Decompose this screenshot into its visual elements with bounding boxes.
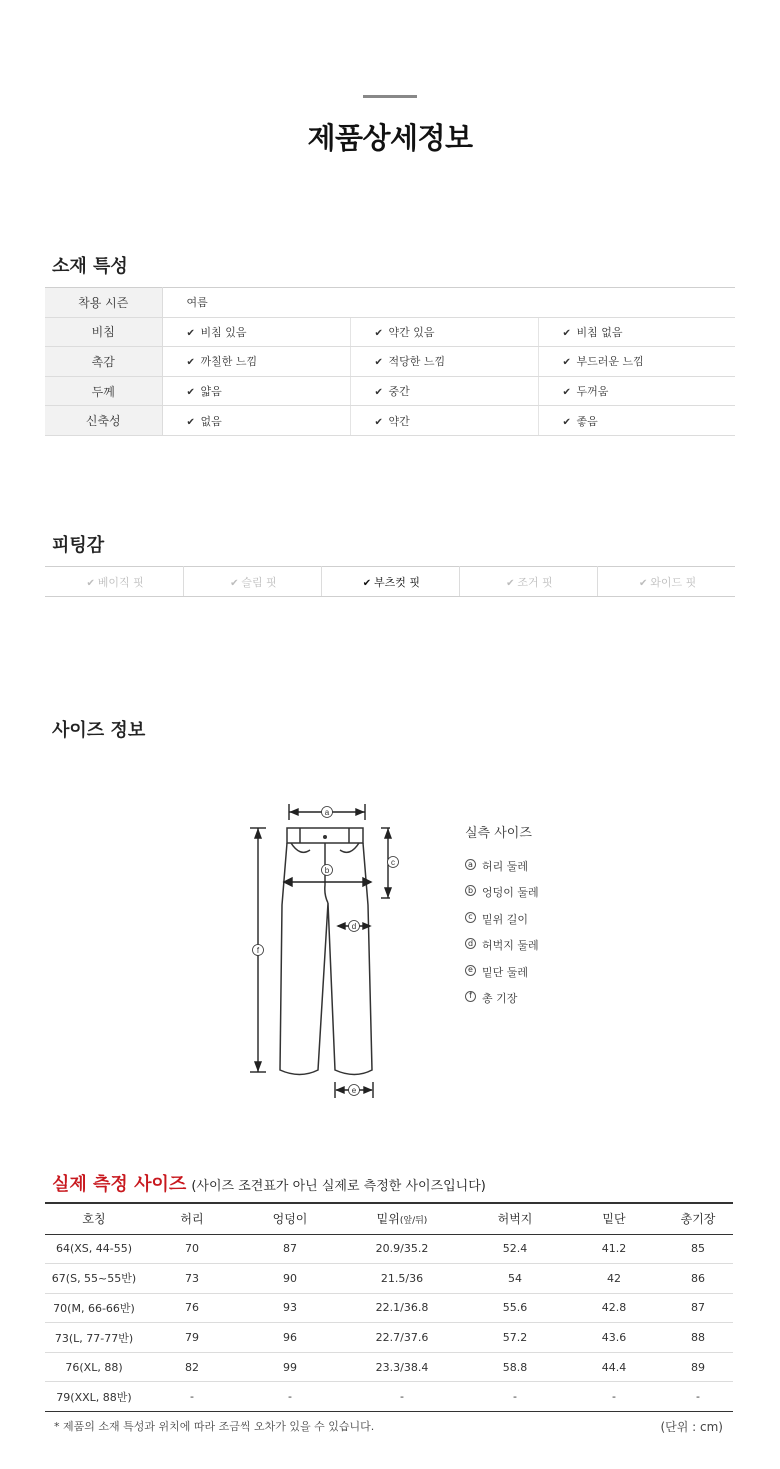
table-cell: - [565, 1382, 663, 1412]
mark-d: d [351, 922, 357, 931]
table-row [45, 1234, 733, 1264]
material-option [162, 347, 350, 377]
table-cell: 79(XXL, 88반) [45, 1382, 143, 1412]
footnote: * 제품의 소재 특성과 위치에 따라 조금씩 오차가 있을 수 있습니다. [54, 1420, 375, 1433]
table-cell: - [339, 1382, 465, 1412]
row-label: 촉감 [45, 347, 162, 377]
table-cell: 82 [143, 1352, 241, 1382]
legend-mark: a [465, 859, 476, 870]
table-cell: 44.4 [565, 1352, 663, 1382]
legend-item [465, 884, 539, 910]
table-cell: 88 [663, 1323, 733, 1353]
table-cell: 76(XL, 88) [45, 1352, 143, 1382]
legend-item [465, 990, 539, 1016]
legend-item [465, 937, 539, 963]
check-icon: ✔ [374, 387, 383, 399]
fitting-row [45, 567, 735, 597]
material-row [45, 406, 735, 436]
check-icon: ✔ [186, 387, 195, 399]
table-cell: 93 [241, 1293, 339, 1323]
season-value: 여름 [162, 288, 735, 318]
material-option [538, 376, 735, 406]
size-table [45, 1202, 733, 1412]
material-row [45, 347, 735, 377]
table-row [45, 1323, 733, 1353]
legend-label: 허리 둘레 [482, 860, 529, 873]
table-cell: 90 [241, 1264, 339, 1294]
row-label: 착용 시즌 [45, 288, 162, 318]
fitting-option [321, 567, 459, 597]
option-label: 약간 있음 [388, 325, 435, 339]
pants-diagram [240, 795, 395, 1105]
table-cell: 86 [663, 1264, 733, 1294]
option-label: 베이직 핏 [97, 575, 144, 589]
option-label: 좋음 [576, 414, 598, 428]
table-cell: 67(S, 55~55반) [45, 1264, 143, 1294]
table-cell: 96 [241, 1323, 339, 1353]
table-cell: 41.2 [565, 1234, 663, 1264]
table-cell: 22.1/36.8 [339, 1293, 465, 1323]
check-icon: ✔ [186, 416, 195, 428]
check-icon: ✔ [562, 357, 571, 369]
material-option [538, 317, 735, 347]
check-icon: ✔ [639, 577, 648, 589]
table-cell: 73(L, 77-77반) [45, 1323, 143, 1353]
table-cell: 54 [465, 1264, 565, 1294]
check-icon: ✔ [562, 416, 571, 428]
table-cell: 73 [143, 1264, 241, 1294]
check-icon: ✔ [362, 577, 372, 589]
table-cell: 57.2 [465, 1323, 565, 1353]
legend-label: 허벅지 둘레 [482, 939, 539, 953]
check-icon: ✔ [186, 357, 195, 369]
row-label: 두께 [45, 376, 162, 406]
column-header: 밑위(앞/뒤) [339, 1203, 465, 1234]
option-label: 약간 [388, 414, 410, 428]
option-label: 비침 없음 [576, 325, 623, 339]
legend-item [465, 964, 539, 990]
legend-label: 엉덩이 둘레 [482, 886, 539, 900]
table-cell: - [241, 1382, 339, 1412]
column-header: 엉덩이 [241, 1203, 339, 1234]
check-icon: ✔ [562, 387, 571, 399]
legend-item [465, 858, 539, 884]
row-label: 신축성 [45, 406, 162, 436]
option-label: 까칠한 느낌 [200, 355, 258, 369]
material-option [538, 406, 735, 436]
option-label: 와이드 핏 [650, 575, 697, 589]
check-icon: ✔ [186, 327, 195, 339]
table-cell: 55.6 [465, 1293, 565, 1323]
table-cell: - [465, 1382, 565, 1412]
table-row [45, 1264, 733, 1294]
material-row [45, 376, 735, 406]
mark-c: c [391, 858, 395, 867]
table-row [45, 1293, 733, 1323]
material-option [350, 406, 538, 436]
table-cell: 21.5/36 [339, 1264, 465, 1294]
fitting-table [45, 566, 735, 597]
column-header: 밑단 [565, 1203, 663, 1234]
size-legend [465, 822, 539, 1016]
table-cell: 70(M, 66-66반) [45, 1293, 143, 1323]
option-label: 두꺼움 [576, 385, 609, 399]
mark-f: f [256, 946, 260, 955]
table-cell: 64(XS, 44-55) [45, 1234, 143, 1264]
check-icon: ✔ [230, 577, 239, 589]
table-cell: 76 [143, 1293, 241, 1323]
measurement-heading [52, 1170, 486, 1196]
material-option [538, 347, 735, 377]
option-label: 중간 [388, 385, 410, 399]
check-icon: ✔ [86, 577, 95, 589]
option-label: 슬림 핏 [241, 575, 277, 589]
table-cell: 79 [143, 1323, 241, 1353]
legend-mark: b [465, 885, 476, 896]
material-option [162, 317, 350, 347]
measurement-title: 실제 측정 사이즈 [52, 1174, 187, 1195]
column-header: 총기장 [663, 1203, 733, 1234]
check-icon: ✔ [562, 327, 571, 339]
table-cell: - [663, 1382, 733, 1412]
material-row [45, 317, 735, 347]
material-option [162, 376, 350, 406]
table-cell: 52.4 [465, 1234, 565, 1264]
column-header: 허벅지 [465, 1203, 565, 1234]
check-icon: ✔ [374, 416, 383, 428]
material-option [350, 347, 538, 377]
fitting-option [597, 567, 735, 597]
legend-title: 실측 사이즈 [465, 826, 532, 841]
table-cell: 89 [663, 1352, 733, 1382]
check-icon: ✔ [506, 577, 515, 589]
option-label: 부츠컷 핏 [373, 575, 420, 589]
table-cell: 85 [663, 1234, 733, 1264]
table-cell: 70 [143, 1234, 241, 1264]
material-option [162, 406, 350, 436]
legend-label: 밑위 길이 [482, 912, 529, 926]
option-label: 없음 [200, 414, 222, 428]
mark-a: a [324, 808, 330, 817]
table-cell: 87 [241, 1234, 339, 1264]
material-table [45, 287, 735, 436]
legend-mark: e [465, 965, 476, 976]
legend-mark: c [465, 912, 476, 923]
table-cell: 99 [241, 1352, 339, 1382]
page-title: 제품상세정보 [307, 121, 473, 155]
material-option [350, 376, 538, 406]
check-icon: ✔ [374, 327, 383, 339]
option-label: 조거 핏 [517, 575, 553, 589]
option-label: 비침 있음 [200, 325, 247, 339]
column-header: 호칭 [45, 1203, 143, 1234]
legend-item [465, 911, 539, 937]
check-icon: ✔ [374, 357, 383, 369]
title-divider [363, 95, 417, 98]
table-cell: 58.8 [465, 1352, 565, 1382]
table-cell: 87 [663, 1293, 733, 1323]
measurement-subtitle: (사이즈 조견표가 아닌 실제로 측정한 사이즈입니다) [191, 1179, 486, 1194]
table-cell: - [143, 1382, 241, 1412]
material-row-season [45, 288, 735, 318]
fitting-section-title: 피팅감 [52, 535, 105, 556]
fitting-option [459, 567, 597, 597]
fitting-option [45, 567, 183, 597]
unit-note: (단위 : cm) [660, 1420, 723, 1434]
column-header: 허리 [143, 1203, 241, 1234]
table-cell: 42.8 [565, 1293, 663, 1323]
option-label: 얇음 [200, 385, 222, 399]
table-cell: 20.9/35.2 [339, 1234, 465, 1264]
table-cell: 23.3/38.4 [339, 1352, 465, 1382]
size-table-header [45, 1203, 733, 1234]
size-info-title: 사이즈 정보 [52, 720, 146, 741]
mark-e: e [351, 1086, 357, 1095]
fitting-option [183, 567, 321, 597]
option-label: 부드러운 느낌 [576, 355, 644, 369]
mark-b: b [324, 866, 330, 875]
table-cell: 43.6 [565, 1323, 663, 1353]
material-option [350, 317, 538, 347]
table-cell: 42 [565, 1264, 663, 1294]
column-header-sub: (앞/뒤) [399, 1216, 428, 1227]
legend-label: 총 기장 [482, 991, 518, 1005]
table-row [45, 1382, 733, 1412]
row-label: 비침 [45, 317, 162, 347]
material-section-title: 소재 특성 [52, 256, 128, 277]
legend-label: 밑단 둘레 [482, 965, 529, 979]
table-row [45, 1352, 733, 1382]
table-cell: 22.7/37.6 [339, 1323, 465, 1353]
legend-mark: f [465, 991, 476, 1002]
option-label: 적당한 느낌 [388, 355, 446, 369]
legend-mark: d [465, 938, 476, 949]
